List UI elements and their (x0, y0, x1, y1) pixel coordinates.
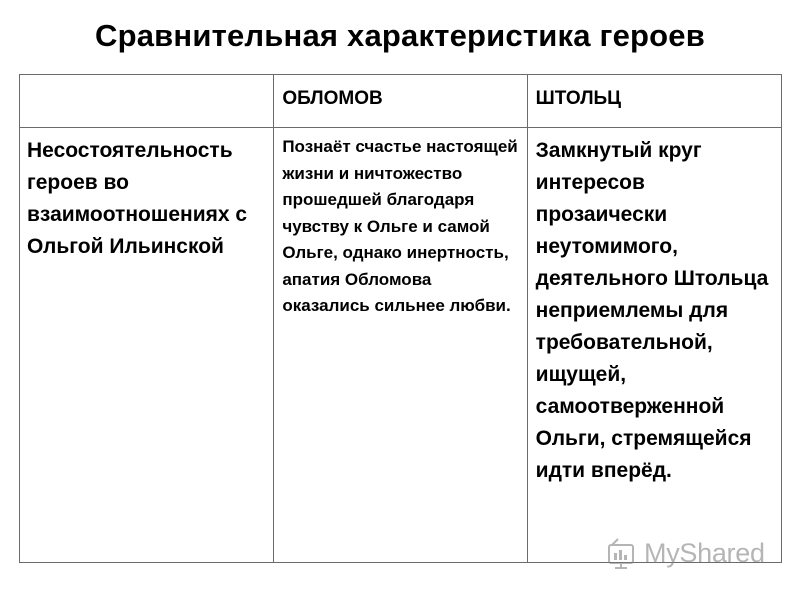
comparison-table (19, 74, 782, 563)
myshared-watermark (606, 535, 765, 571)
header-label-stolz: ШТОЛЬЦ (535, 88, 622, 109)
table-header-row (20, 75, 782, 128)
table-header-cell-oblomov (274, 75, 527, 128)
table-cell-oblomov (274, 128, 527, 563)
slide-title: Сравнительная характеристика героев (94, 18, 705, 53)
header-label-empty (20, 75, 273, 88)
table-cell-criterion (20, 128, 274, 563)
table-row (20, 128, 782, 563)
stolz-text: Замкнутый круг интересов прозаически неутомимого, деятельного Штольца неприемлемы для требовательной, ищущей, самоотверженной Ольги, стремящейся идти вперёд. (535, 139, 769, 482)
myshared-logo-icon (606, 536, 640, 570)
header-label-oblomov: ОБЛОМОВ (282, 88, 383, 109)
criterion-text: Несостоятельность героев во взаимоотношениях с Ольгой Ильинской (27, 139, 248, 258)
table-header-cell-empty (20, 75, 274, 128)
table-header-cell-stolz (527, 75, 781, 128)
watermark-text: MyShared (644, 537, 765, 568)
oblomov-text: Познаёт счастье настоящей жизни и ничтожество прошедшей благодаря чувству к Ольге и самой Ольге, однако инертность, апатия Обломова оказались сильнее любви. (282, 137, 518, 315)
table-cell-stolz (527, 128, 781, 563)
